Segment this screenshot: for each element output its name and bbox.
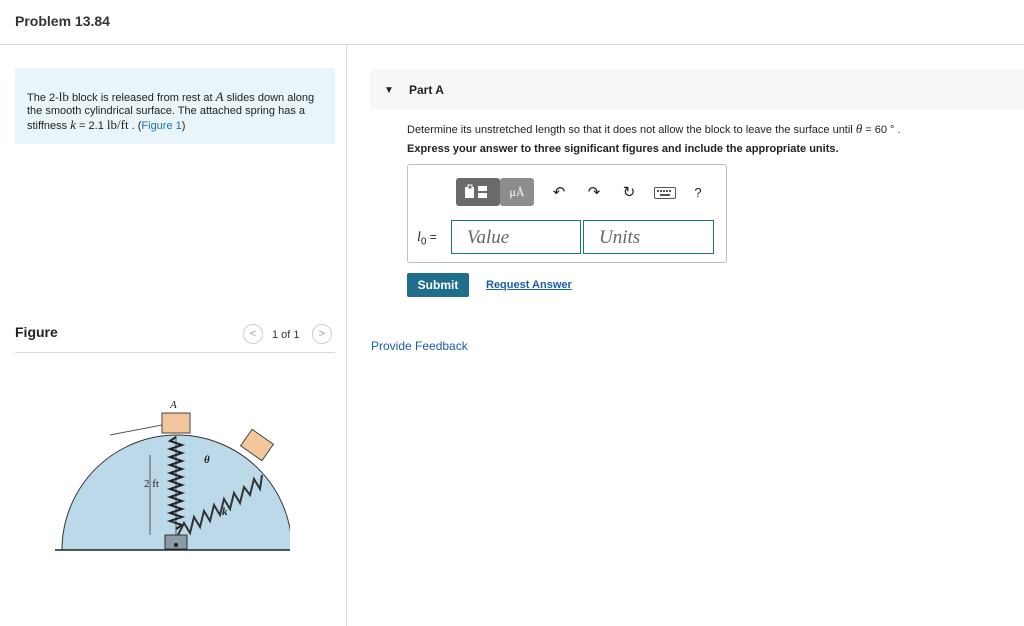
templates-icon bbox=[463, 184, 493, 200]
figure-counter: 1 of 1 bbox=[272, 329, 300, 341]
templates-button[interactable] bbox=[456, 178, 500, 206]
pivot bbox=[174, 543, 178, 547]
dimension-line bbox=[110, 425, 162, 435]
point-a-label: A bbox=[170, 399, 177, 411]
equals-sign: = bbox=[426, 230, 437, 244]
part-a-header[interactable] bbox=[370, 69, 1024, 109]
answer-variable bbox=[417, 230, 437, 247]
header-divider bbox=[0, 44, 1024, 45]
var-subscript: 0 bbox=[420, 236, 427, 248]
question-text-2: = 60 ° . bbox=[862, 124, 901, 136]
problem-statement bbox=[15, 68, 335, 144]
point-symbol: A bbox=[215, 89, 224, 104]
request-answer-link[interactable]: Request Answer bbox=[486, 279, 572, 291]
figure-next-button[interactable]: > bbox=[312, 324, 332, 344]
units-input[interactable]: Units bbox=[583, 220, 714, 254]
reset-icon[interactable]: ↻ bbox=[622, 184, 636, 201]
units-button[interactable]: μÅ bbox=[500, 178, 534, 206]
help-icon[interactable]: ? bbox=[694, 184, 702, 200]
angle-label: θ bbox=[204, 454, 210, 466]
figure-image bbox=[50, 395, 290, 560]
spring-k-label: k bbox=[222, 506, 228, 518]
value-input[interactable]: Value bbox=[451, 220, 581, 254]
problem-text-2: block is released from rest at bbox=[68, 92, 216, 104]
problem-title: Problem 13.84 bbox=[15, 13, 110, 29]
question-text bbox=[407, 121, 901, 137]
figure-link[interactable]: Figure 1 bbox=[141, 120, 182, 132]
var-symbol: l bbox=[417, 230, 421, 245]
submit-button[interactable]: Submit bbox=[407, 273, 469, 297]
provide-feedback-link[interactable]: Provide Feedback bbox=[371, 339, 468, 353]
column-divider bbox=[346, 45, 347, 626]
block-at-a bbox=[162, 413, 190, 433]
question-text-1: Determine its unstretched length so that it does not allow the block to leave the surface until bbox=[407, 124, 856, 136]
figure-divider bbox=[15, 352, 335, 353]
problem-text-5: . ( bbox=[128, 120, 142, 132]
problem-text-3: slides down along the smooth cylindrical surface. The attached spring has a stiffness bbox=[27, 92, 315, 132]
keyboard-keys bbox=[656, 189, 674, 197]
stiffness-unit: lb/ft bbox=[106, 117, 129, 132]
problem-text-1: The 2- bbox=[27, 92, 59, 104]
figure-prev-button[interactable]: < bbox=[243, 324, 263, 344]
redo-icon[interactable]: ↷ bbox=[587, 184, 601, 201]
collapse-caret-icon[interactable]: ▼ bbox=[384, 85, 394, 96]
block-at-theta bbox=[241, 429, 274, 460]
instruction-text: Express your answer to three significant figures and include the appropriate units. bbox=[407, 143, 839, 155]
weight-unit: lb bbox=[58, 89, 69, 104]
problem-text-4: = 2.1 bbox=[76, 120, 107, 132]
undo-icon[interactable]: ↶ bbox=[552, 184, 566, 201]
radius-label: 2 ft bbox=[144, 478, 159, 490]
answer-box bbox=[407, 164, 727, 263]
figure-heading: Figure bbox=[15, 324, 58, 340]
part-a-title[interactable]: Part A bbox=[409, 83, 444, 97]
keyboard-icon[interactable] bbox=[654, 187, 676, 199]
theta-symbol: θ bbox=[855, 121, 863, 136]
problem-text-6: ) bbox=[181, 120, 186, 132]
stiffness-symbol: k bbox=[70, 117, 76, 132]
